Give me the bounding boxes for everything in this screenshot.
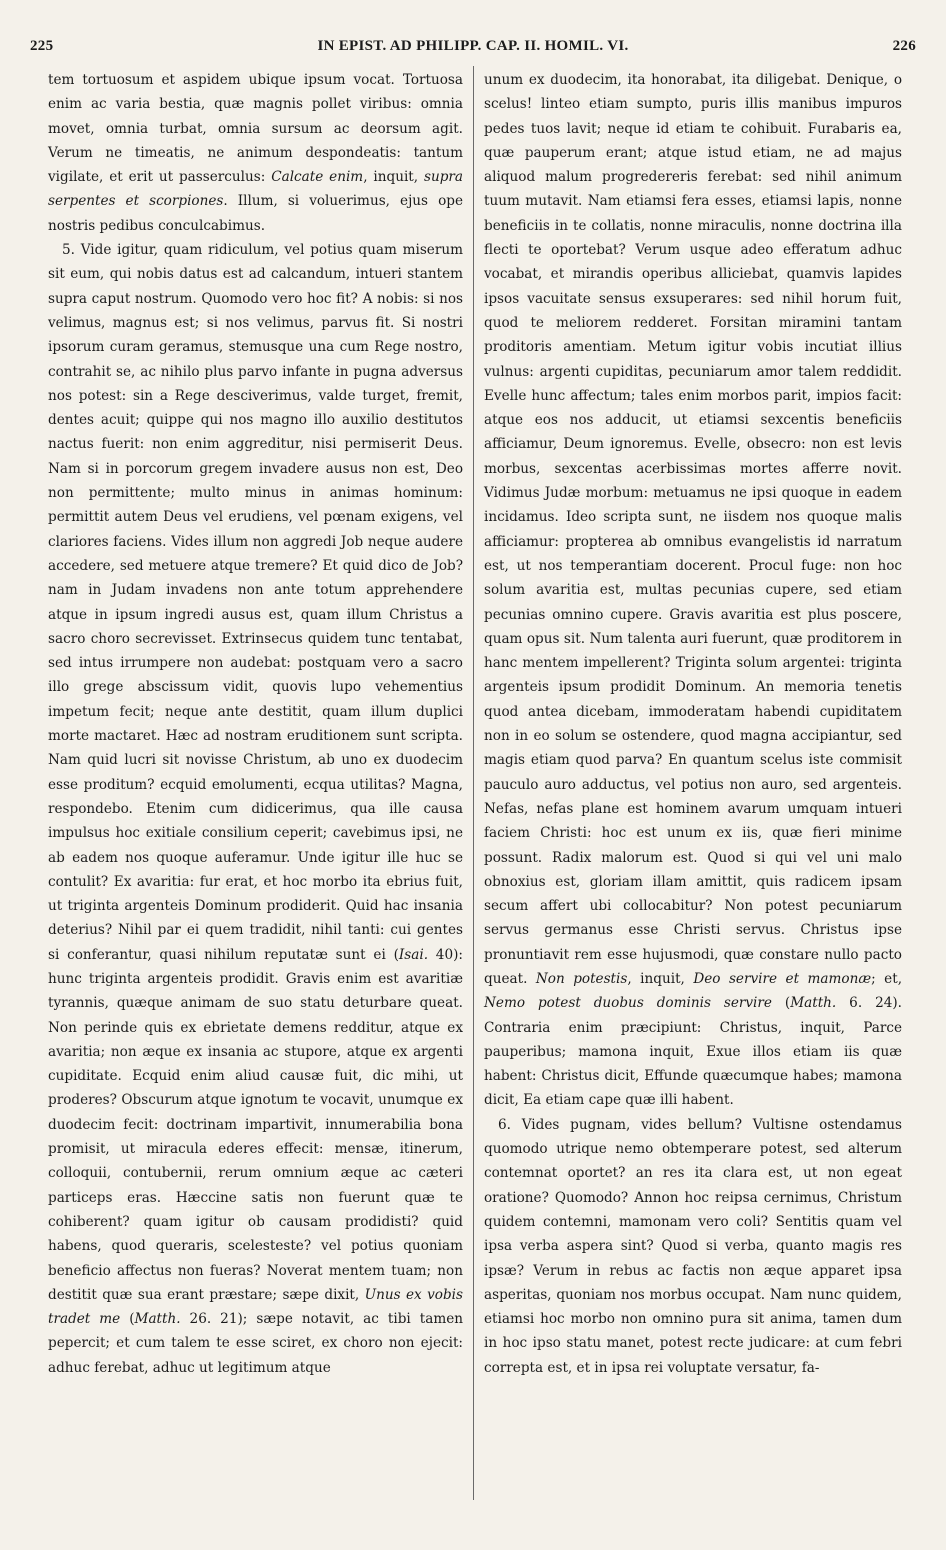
page-number-left: 225: [30, 38, 54, 54]
right-paragraph-2: 6. Vides pugnam, vides bellum? Vultisne ostendamus quomodo utrique nemo obtemperare potest, sed alterum contemnat oportet? an res ita clara est, ut non egeat oratione? Quomodo? Annon hoc reipsa cernimus, Christum quidem contemni, mamonam vero coli? Sentitis quam vel ipsa verba aspera sint? Quod si verba, quanto magis res ipsæ? Verum in rebus ac factis non æque apparet ipsa asperitas, quoniam nos morbus occupat. Nam nunc quidem, etiamsi hoc morbo non omnino pura sit anima, tamen dum in hoc ipso statu manet, potest recte judicare: at cum febri correpta est, et in ipsa rei voluptate versatur, fa-: [484, 1116, 902, 1376]
page-number-right: 226: [892, 38, 916, 54]
running-title: IN EPIST. AD PHILIPP. CAP. II. HOMIL. VI.: [317, 38, 629, 54]
column-divider: [473, 66, 474, 1500]
left-paragraph-1: tem tortuosum et aspidem ubique ipsum vocat. Tortuosa enim ac varia bestia, quæ magnis pollet viribus: omnia movet, omnia turbat, omnia sursum ac deorsum agit. Verum ne timeatis, ne animum despondeatis: tantum vigilate, et erit ut passerculus: Calcate enim, inquit, supra serpentes et scorpiones. Illum, si voluerimus, ejus ope nostris pedibus conculcabimus.: [48, 72, 464, 234]
left-column: [48, 68, 463, 1380]
left-paragraph-2: 5. Vide igitur, quam ridiculum, vel potius quam miserum sit eum, qui nobis datus est ad calcandum, intueri stantem supra caput nostrum. Quomodo vero hoc fit? A nobis: si nos velimus, magnus est; si nos velimus, parvus fit. Si nostri ipsorum curam geramus, stemusque una cum Rege nostro, contrahit se, ac nihilo plus parvo infante in pugna adversus nos potest: sin a Rege desciverimus, valde turget, fremit, dentes acuit; quippe qui nos magno illo auxilio destitutos nactus fuerit: non enim aggreditur, nisi permiserit Deus. Nam si in porcorum gregem invadere ausus non est, Deo non permittente; multo minus in animas hominum: permittit autem Deus vel erudiens, vel pœnam exigens, vel clariores faciens. Vides illum non aggredi Job neque audere accedere, sed metuere atque tremere? Et quid dico de Job? nam in Judam invadens non ante totum apprehendere atque in ipsum ingredi ausus est, quam illum Christus a sacro choro secrevisset. Extrinsecus quidem tunc tentabat, sed intus irrumpere non audebat: postquam vero a sacro illo grege abscissum vidit, quovis lupo vehementius impetum fecit; neque ante destitit, quam illum duplici morte mactaret. Hæc ad nostram eruditionem sunt scripta. Nam quid lucri sit novisse Christum, ab uno ex duodecim esse proditum? ecquid emolumenti, ecqua utilitas? Magna, respondebo. Etenim cum didicerimus, qua ille causa impulsus hoc exitiale consilium ceperit; cavebimus ipsi, ne ab eadem nos quoque auferamur. Unde igitur ille huc se contulit? Ex avaritia: fur erat, et hoc morbo ita ebrius fuit, ut triginta argenteis Dominum prodiderit. Quid hac insania deterius? Nihil par ei quem tradidit, nihil tanti: cui gentes si conferantur, quasi nihilum reputatæ sunt ei (Isai. 40): hunc triginta argenteis prodidit. Gravis enim est avaritiæ tyrannis, quæque animam de suo statu deturbare queat. Non perinde quis ex ebrietate demens redditur, atque ex avaritia; non æque ex insania ac stupore, atque ex argenti cupiditate. Ecquid enim aliud causæ fuit, dic mihi, ut proderes? Obscurum atque ignotum te vocavit, unumque ex duodecim fecit: doctrinam impartivit, innumerabilia bona promisit, ut miracula ederes effecit: mensæ, itinerum, colloquii, contubernii, rerum omnium æque ac cæteri particeps eras. Hæccine satis non fuerunt quæ te cohiberent? quam igitur ob causam prodidisti? quid habens, quod queraris, scelesteste? vel potius quoniam beneficio affectus non fueras? Noverat mentem tuam; non destitit quæ sua erant præstare; sæpe dixit, Unus ex vobis tradet me (Matth. 26. 21); sæpe notavit, ac tibi tamen pepercit; et cum talem te esse sciret, ex choro non ejecit: adhuc ferebat, adhuc ut legitimum atque: [48, 242, 464, 1376]
right-column: [484, 68, 902, 1380]
running-header: [30, 38, 916, 62]
right-paragraph-1: unum ex duodecim, ita honorabat, ita diligebat. Denique, o scelus! linteo etiam sumpto, puris illis manibus impuros pedes tuos lavit; neque id etiam te cohibuit. Furabaris ea, quæ pauperum erant; atque istud etiam, ne ad majus aliquod malum progredereris ferebat: sed nihil animum tuum mutavit. Nam etiamsi fera esses, etiamsi lapis, nonne beneficiis in te collatis, nonne miraculis, nonne doctrina illa flecti te oportebat? Verum usque adeo efferatum adhuc vocabat, et mirandis operibus alliciebat, quamvis lapides ipsos vacuitate sensus exsuperares: sed nihil horum fuit, quod te meliorem redderet. Forsitan miramini tantam proditoris amentiam. Metum igitur vobis incutiat illius vulnus: argenti cupiditas, pecuniarum amor talem reddidit. Evelle hunc affectum; tales enim morbos parit, impios facit: atque eos nos adducit, ut etiamsi sexcentis beneficiis afficiamur, Deum ignoremus. Evelle, obsecro: non est levis morbus, sexcentas acerbissimas mortes afferre novit. Vidimus Judæ morbum: metuamus ne ipsi quoque in eadem incidamus. Ideo scripta sunt, ne iisdem nos quoque malis afficiamur: propterea ab omnibus evangelistis id narratum est, ut nos temperantiam docerent. Procul fuge: non hoc solum avaritia est, multas pecunias cupere, sed etiam pecunias omnino cupere. Gravis avaritia est plus poscere, quam opus sit. Num talenta auri fuerunt, quæ proditorem in hanc mentem impellerent? Triginta solum argentei: triginta argenteis ipsum prodidit Dominum. An memoria tenetis quod antea dicebam, immoderatam habendi cupiditatem non in eo solum se ostendere, quod magna accipiantur, sed magis etiam quod parva? En quantum scelus iste commisit pauculo auro adductus, vel potius non auro, sed argenteis. Nefas, nefas plane est hominem avarum umquam intueri faciem Christi: hoc est unum ex iis, quæ fieri minime possunt. Radix malorum est. Quod si qui vel uni malo obnoxius est, gloriam illam amittit, quis radicem ipsam secum affert ubi collocabitur? Non potest pecuniarum servus germanus esse Christi servus. Christus ipse pronuntiavit rem esse hujusmodi, quæ constare nullo pacto queat. Non potestis, inquit, Deo servire et mamonæ; et, Nemo potest duobus dominis servire (Matth. 6. 24). Contraria enim præcipiunt: Christus, inquit, Parce pauperibus; mamona inquit, Exue illos etiam iis quæ habent: Christus dicit, Effunde quæcumque habes; mamona dicit, Ea etiam cape quæ illi habent.: [484, 72, 903, 1109]
